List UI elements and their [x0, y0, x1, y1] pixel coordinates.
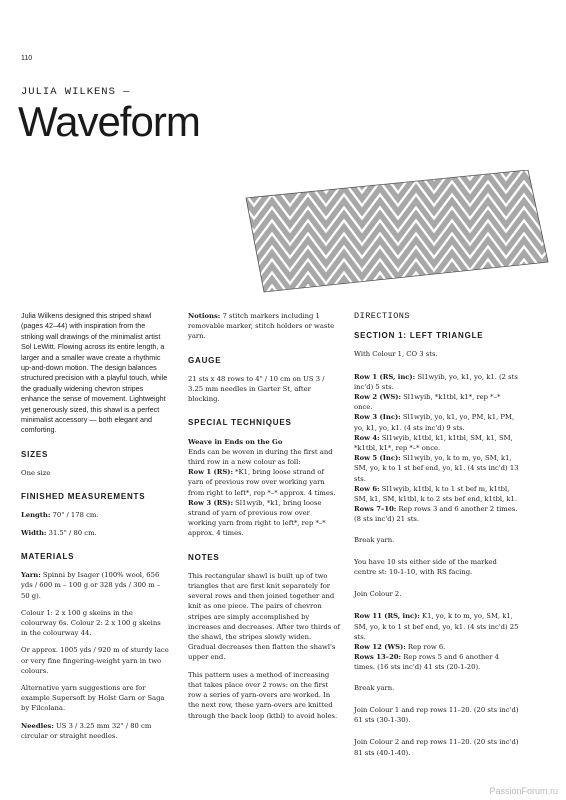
special-techniques-heading: SPECIAL TECHNIQUES — [188, 418, 292, 428]
row-label: Row 5 (Inc): — [354, 454, 401, 463]
row-instruction — [354, 412, 520, 432]
stitches-note: You have 10 sts either side of the marked centre st: 10-1-10, with RS facing. — [354, 557, 497, 577]
notions-line — [188, 311, 340, 342]
with-colour-text: With Colour 1, CO 3 sts. — [354, 350, 438, 359]
sizes-text: One size — [21, 469, 51, 478]
row-instruction — [354, 453, 520, 484]
row-instruction — [354, 652, 520, 672]
yarn-label: Yarn: — [21, 571, 41, 580]
directions-heading: DIRECTIONS — [354, 311, 411, 321]
materials-heading: MATERIALS — [21, 551, 75, 561]
row-text: Sl1wyib, yo, k1, yo, k1. (2 sts inc'd) 5 sts. — [354, 372, 518, 391]
join-colour-1-text: Join Colour 1 and rep rows 11–20. (20 sts inc'd) 61 sts (30-1-30). — [354, 705, 519, 725]
weave-heading: Weave in Ends on the Go — [188, 437, 283, 446]
alternative-text: Alternative yarn suggestions are for example Supersoft by Holst Garn or Saga by Filcolana. — [21, 683, 165, 713]
row-instruction — [354, 642, 520, 652]
row-instruction — [354, 392, 520, 412]
row-text: K1, yo, k to m, yo, SM, k1, SM, yo, k to 1 st bef end, yo, k1. (4 sts inc'd) 25 sts. — [354, 612, 519, 641]
shawl-illustration — [236, 170, 556, 320]
watermark: PassionForum.ru — [489, 786, 558, 796]
weave-text: Ends can be woven in during the first and third row in a new colour as foll: — [188, 447, 333, 467]
needles-line — [21, 721, 169, 741]
row-text: Sl1wyib, yo, k to m, yo, SM, k1, SM, yo, k to 1 st bef end, yo, k1. (4 sts inc'd) 13 sts. — [354, 454, 519, 483]
length-label: Length: — [21, 511, 51, 520]
join-colour-2-text: Join Colour 2. — [354, 590, 402, 599]
length-value: 70" / 178 cm. — [50, 511, 99, 520]
notions-label: Notions: — [188, 312, 221, 320]
row-label: Rows 7–10: — [354, 505, 397, 514]
row-text: Rep row 6. — [405, 643, 446, 652]
row-label: Row 6: — [354, 484, 380, 493]
row-instruction — [354, 433, 520, 453]
notions-value: 7 stitch markers including 1 removable marker, stitch holders or waste yarn. — [188, 312, 335, 341]
finished-measurements-heading: FINISHED MEASUREMENTS — [21, 492, 146, 502]
row-instruction — [354, 504, 520, 524]
needles-label: Needles: — [21, 721, 54, 730]
pattern-title: Waveform — [18, 98, 200, 145]
row1-label: Row 1 (RS): — [188, 468, 233, 477]
sizes-heading: SIZES — [21, 449, 49, 459]
width-label: Width: — [21, 528, 47, 537]
row1-text: *K1, bring loose strand of yarn of previous row over working yarn from right to left*, rep *–* approx. 4 times. — [188, 468, 336, 497]
join-colour-2-repeat-text: Join Colour 2 and rep rows 11–20. (20 sts inc'd) 81 sts (40-1-40). — [354, 738, 519, 757]
row-label: Row 4: — [354, 433, 380, 442]
row-text: Sl1wyib, *k1tbl, k1*, rep *–* once. — [354, 393, 501, 412]
yarn-value: Spinni by Isager (100% wool, 656 yds / 600 m – 100 g or 328 yds / 300 m – 50 g). — [21, 571, 161, 600]
row-text: Rep rows 3 and 6 another 2 times. (8 sts inc'd) 21 sts. — [354, 505, 518, 524]
row1-line — [188, 467, 340, 498]
rows-block-1 — [354, 372, 520, 525]
chevron-stripes — [236, 170, 556, 320]
row-label: Row 2 (WS): — [354, 393, 401, 402]
row-label: Row 3 (Inc): — [354, 413, 401, 422]
section1-heading: SECTION 1: LEFT TRIANGLE — [354, 331, 484, 341]
width-value: 31.5" / 80 cm. — [46, 528, 97, 537]
row-text: Sl1wyib, yo, k1, yo, PM, k1, PM, yo, k1, yo, k1. (4 sts inc'd) 9 sts. — [354, 413, 515, 432]
colours-text: Colour 1: 2 x 100 g skeins in the colourway 6s. Colour 2: 2 x 100 g skeins in the colourway 44. — [21, 608, 161, 638]
column-intro — [21, 311, 169, 748]
column-directions — [354, 311, 520, 765]
row3-label: Row 3 (RS): — [188, 498, 233, 507]
needles-value: US 3 / 3.25 mm 32" / 80 cm circular or straight needles. — [21, 721, 152, 740]
notes-paragraph-2: This pattern uses a method of increasing that takes place over 2 rows: on the first row a series of yarn-overs are worked. In the next row, these yarn-overs are knitted through the back loop (ktbl) to avoid holes. — [188, 670, 338, 720]
row-instruction — [354, 611, 520, 642]
break-yarn-text: Break yarn. — [354, 683, 395, 692]
gauge-text: 21 sts x 48 rows to 4" / 10 cm on US 3 / 3.25 mm needles in Garter St, after blocking. — [188, 374, 325, 404]
row-instruction — [354, 484, 520, 504]
row-text: Sl1wyib, k1tbl, k1, k1tbl, SM, k1, SM, *k1tbl, k1*, rep *–* once. — [354, 433, 513, 453]
column-techniques — [188, 311, 340, 728]
approx-text: Or approx. 1005 yds / 920 m of sturdy lace or very fine fingering-weight yarn in two colours. — [21, 646, 169, 675]
width-line — [21, 528, 169, 538]
intro-paragraph: Julia Wilkens designed this striped shawl (pages 42–44) with inspiration from the striking wall drawings of the minimalist artist Sol LeWitt. Flowing across its entire length, a larger and a smaller wave create a rhythmic up-and-down motion. The design balances structured precision with a playful touch, while the gradually widening chevron stripes enhance the sense of movement. Lightweight yet generously sized, this shawl is a perfect minimalist accessory — both elegant and comforting. — [21, 311, 168, 435]
row-label: Row 11 (RS, inc): — [354, 612, 420, 621]
rows-block-2 — [354, 611, 520, 672]
yarn-line — [21, 570, 169, 601]
row-label: Rows 13–20: — [354, 653, 402, 662]
row3-text: Sl1wyib, *k1, bring loose strand of yarn of previous row over working yarn from right to left*, rep *–* approx. 4 times. — [188, 498, 326, 538]
break-yarn-text: Break yarn. — [354, 535, 395, 544]
row-text: Rep rows 5 and 6 another 4 times. (16 sts inc'd) 41 sts (20-1-20). — [354, 653, 499, 672]
row-label: Row 12 (WS): — [354, 643, 406, 652]
page-number: 110 — [21, 55, 33, 62]
length-line — [21, 510, 169, 520]
notes-paragraph-1: This rectangular shawl is built up of two triangles that are first knit separately for several rows and then joined together and knit as one piece. The pairs of chevron stripes are simply accomplished by increases and decreases. After two thirds of the shawl, the stripes slowly widen. Gradual decreases then flatten the shawl's upper end. — [188, 571, 341, 662]
author-name: JULIA WILKENS — — [21, 86, 131, 98]
row-text: Sl1wyib, k1tbl, k to 1 st bef m, k1tbl, SM, k1, SM, k1tbl, k to 2 sts bef end, k1tbl, k1. — [354, 484, 518, 504]
notes-heading: NOTES — [188, 552, 220, 562]
row-label: Row 1 (RS, inc): — [354, 372, 416, 381]
chevron-stripe — [236, 170, 556, 173]
gauge-heading: GAUGE — [188, 355, 222, 365]
row3-line — [188, 498, 340, 539]
row-instruction — [354, 372, 520, 392]
